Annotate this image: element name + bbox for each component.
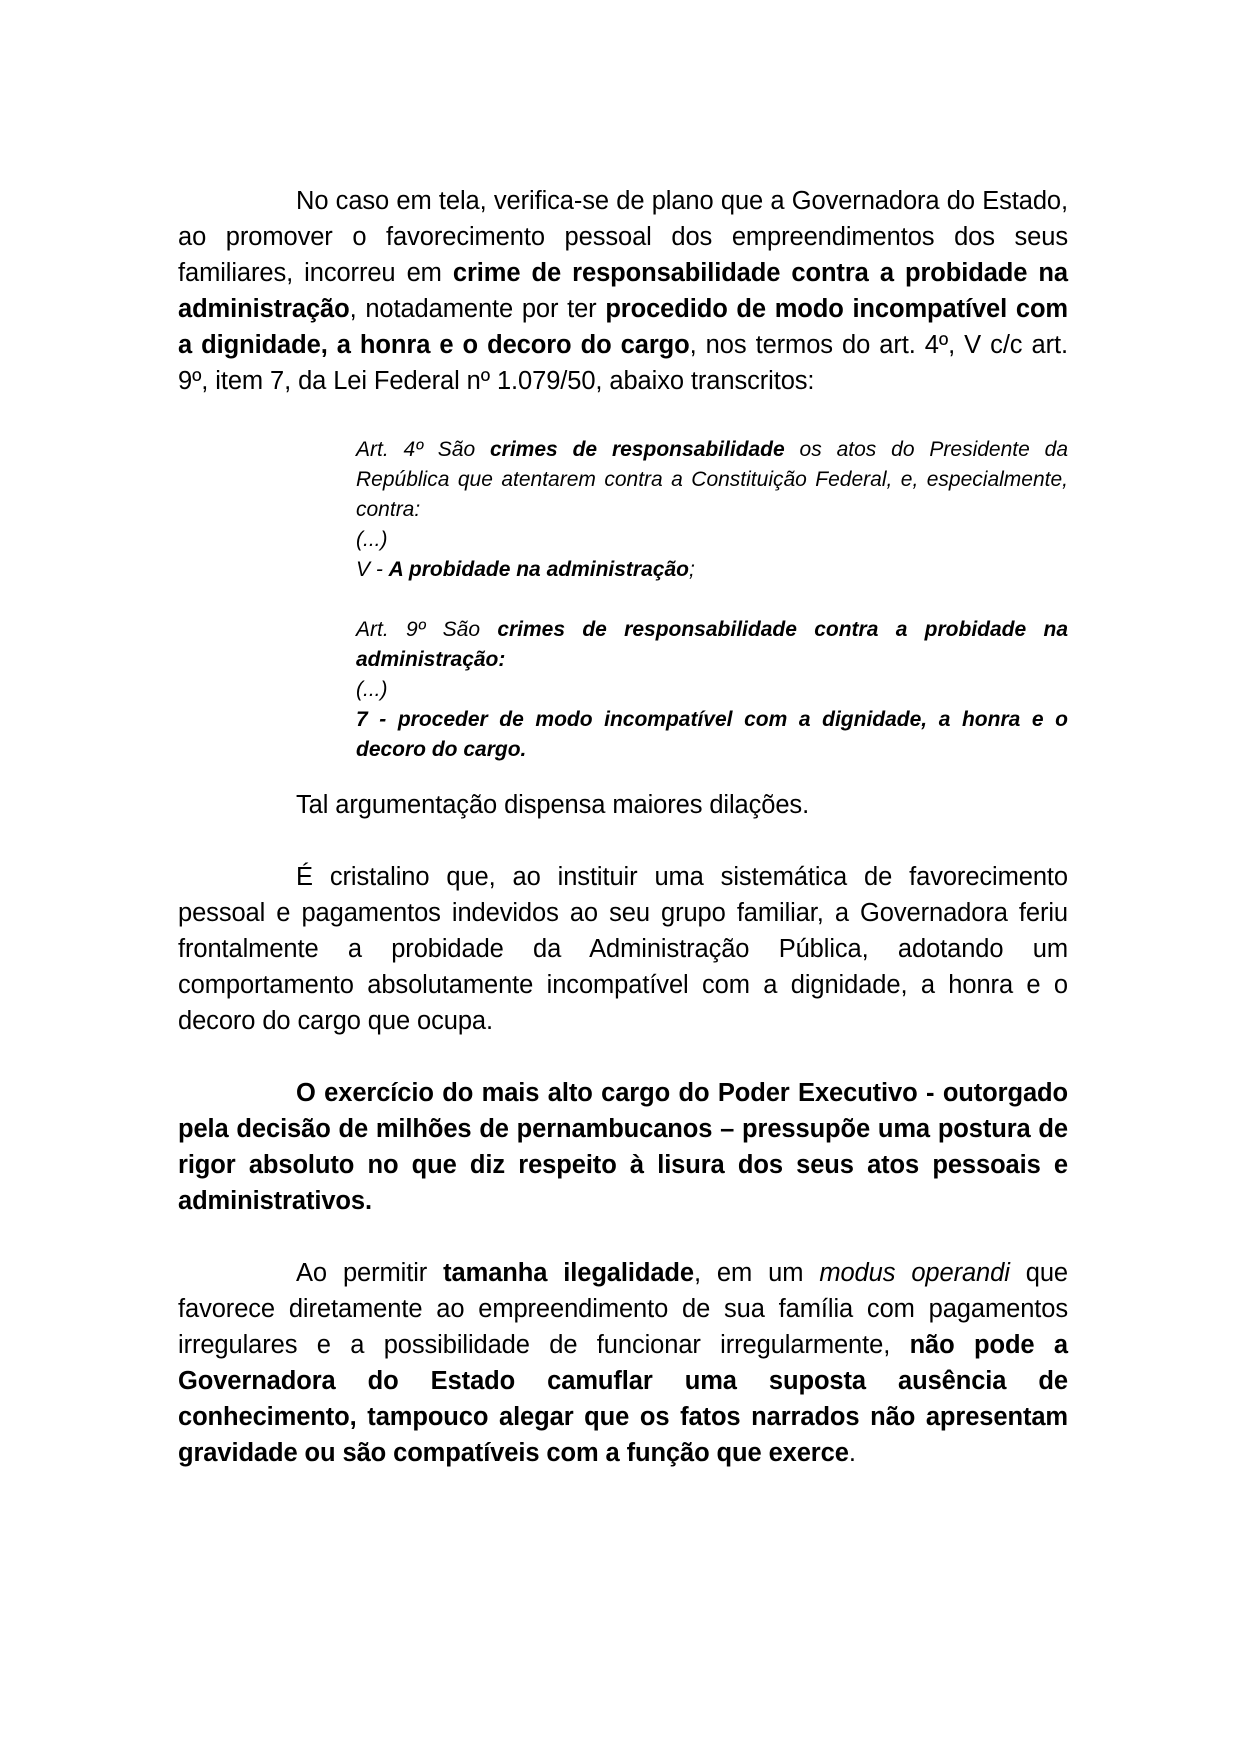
text-run: Ao permitir (296, 1259, 444, 1287)
legal-quote-block (356, 435, 1068, 765)
bold-text-run: crimes de responsabilidade contra a probidade na administração: (356, 618, 1068, 671)
spacer (178, 399, 1068, 435)
spacer (178, 1219, 1068, 1255)
text-run: . (848, 1439, 856, 1467)
quote-line (356, 675, 1068, 705)
text-run: Art. 4º São (356, 438, 490, 461)
paragraph-intro (178, 183, 1068, 399)
quote-line (356, 705, 1068, 765)
quote-art-4 (356, 435, 1068, 585)
text-run: , em um (693, 1259, 820, 1287)
quote-line (356, 615, 1068, 675)
bold-text-run: 7 - proceder de modo incompatível com a dignidade, a honra e o decoro do cargo. (356, 708, 1068, 761)
text-run: , nos termos do art. 4º, V c/c art. 9º, item 7, da Lei Federal nº 1.079/50, abaixo transcritos: (178, 331, 1068, 395)
italic-text-run: modus operandi (819, 1259, 1010, 1287)
text-run: ; (688, 558, 695, 581)
text-run: , notadamente por ter (349, 295, 606, 323)
spacer (356, 585, 1068, 615)
paragraph-executive-office (178, 1075, 1068, 1219)
bold-text-run: A probidade na administração (388, 558, 689, 581)
spacer (178, 823, 1068, 859)
quote-line (356, 555, 1068, 585)
paragraph-conclusion (178, 1255, 1068, 1471)
quote-line (356, 435, 1068, 525)
text-run: É cristalino que, ao instituir uma sistemática de favorecimento pessoal e pagamentos indevidos ao seu grupo familiar, a Governadora feriu frontalmente a probidade da Administração Pública, adotando um comportamento absolutamente incompatível com a dignidade, a honra e o decoro do cargo que ocupa. (178, 863, 1068, 1035)
bold-text-run: crime de responsabilidade contra a probidade na administração (178, 259, 1068, 323)
text-run: os atos do Presidente da República que atentarem contra a Constituição Federal, e, especialmente, contra: (356, 438, 1069, 521)
paragraph-short-remark (178, 787, 1068, 823)
text-run: Tal argumentação dispensa maiores dilações. (296, 791, 810, 819)
text-run: (...) (356, 528, 388, 551)
text-run: V - (356, 558, 389, 581)
bold-text-run: procedido de modo incompatível com a dignidade, a honra e o decoro do cargo (178, 295, 1068, 359)
bold-text-run: tamanha ilegalidade (443, 1259, 694, 1287)
bold-text-run: O exercício do mais alto cargo do Poder Executivo - outorgado pela decisão de milhões de pernambucanos – pressupõe uma postura de rigor absoluto no que diz respeito à lisura dos seus atos pessoais e administrativos. (178, 1079, 1068, 1215)
quote-line (356, 525, 1068, 555)
paragraph-argument (178, 859, 1068, 1039)
text-run: Art. 9º São (356, 618, 498, 641)
text-run: No caso em tela, verifica-se de plano que a Governadora do Estado, ao promover o favorecimento pessoal dos empreendimentos dos seus familiares, incorreu em (178, 187, 1068, 287)
bold-text-run: não pode a Governadora do Estado camuflar uma suposta ausência de conhecimento, tampouco alegar que os fatos narrados não apresentam gravidade ou são compatíveis com a função que exerce (178, 1331, 1068, 1467)
spacer (178, 1039, 1068, 1075)
quote-art-9 (356, 615, 1068, 765)
spacer (178, 765, 1068, 787)
text-run: que favorece diretamente ao empreendimento de sua família com pagamentos irregulares e a possibilidade de funcionar irregularmente, (178, 1259, 1068, 1359)
text-run: (...) (356, 678, 388, 701)
bold-text-run: crimes de responsabilidade (490, 438, 785, 461)
document-page (178, 183, 1068, 1471)
